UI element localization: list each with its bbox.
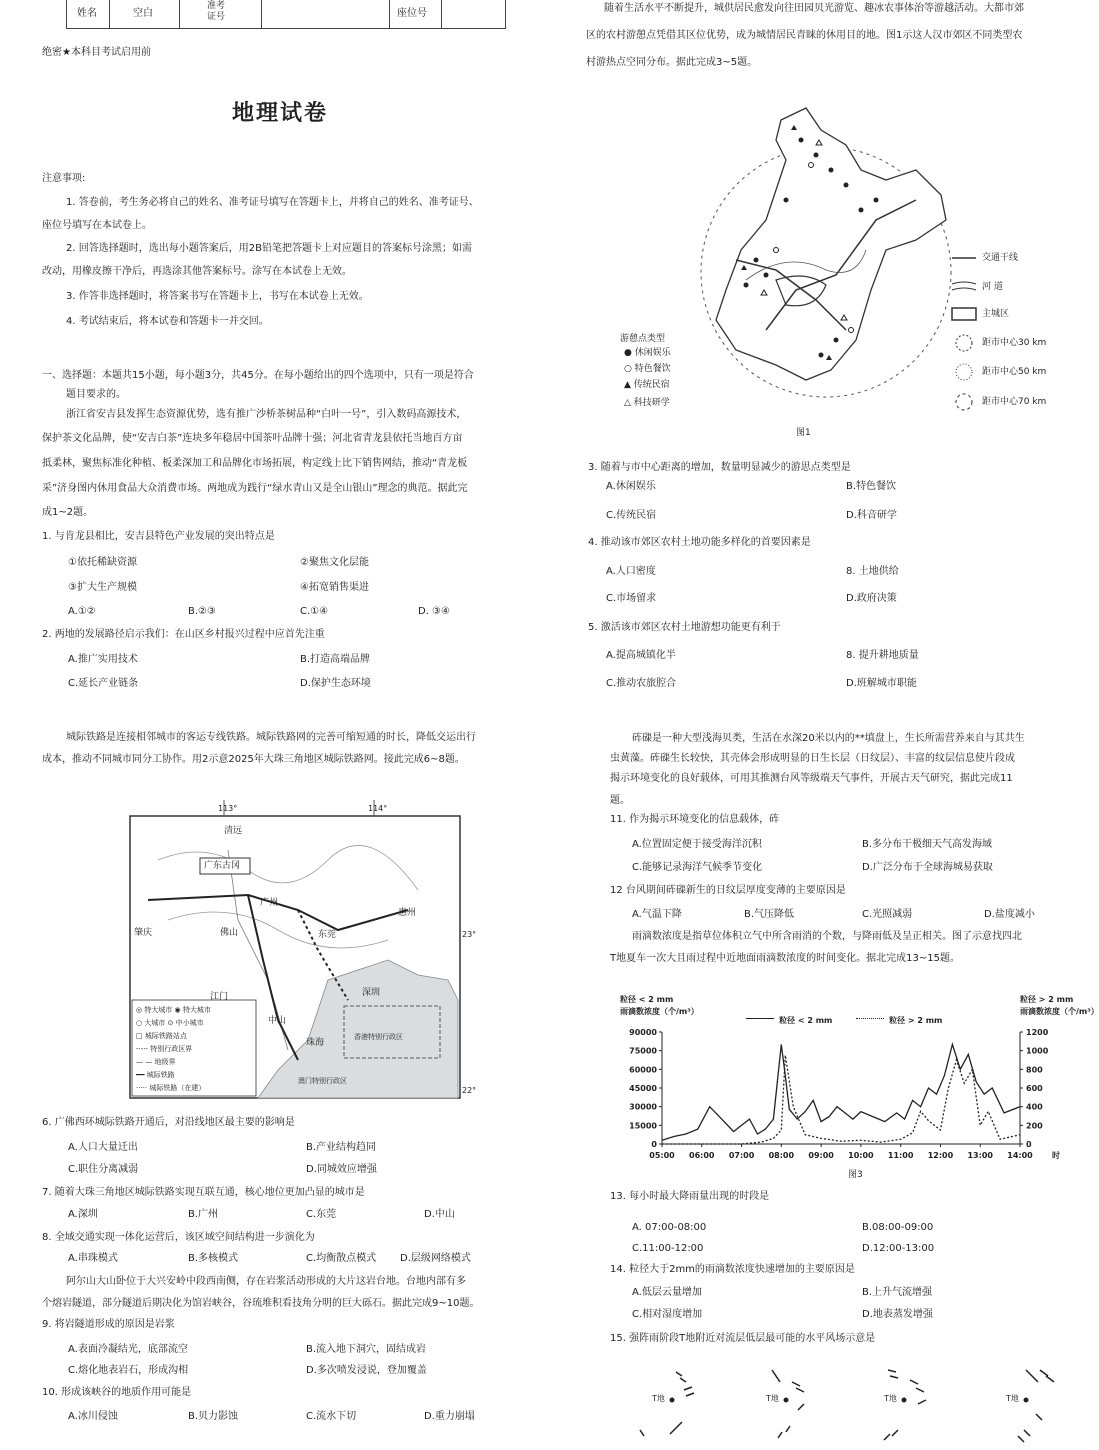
option-b[interactable]: B.打造高端品牌: [300, 654, 371, 665]
x-tick-label: 08:00: [768, 1151, 795, 1160]
name-label: 姓名: [77, 8, 97, 19]
option-a[interactable]: A.低层云量增加: [632, 1287, 702, 1298]
option-d[interactable]: D.班解城市职能: [846, 678, 917, 689]
legend-type: ○ 特色餐饮: [624, 364, 671, 374]
city-label: 清远: [224, 826, 243, 836]
option-a[interactable]: A.推广实用技术: [68, 654, 138, 665]
legend-type: △ 科技研学: [624, 398, 670, 408]
passage-line: 村游热点空同分布。据此完成3~5题。: [586, 57, 758, 68]
passage-line: 浙江省安吉县发挥生态资源优势，选有推广沙桥茶树品种“白叶一号”，引入数码高源技术，: [66, 409, 467, 420]
option-d[interactable]: D.12:00-13:00: [862, 1243, 935, 1254]
option-c[interactable]: C.①④: [300, 606, 329, 617]
option-b[interactable]: 8. 土地供给: [846, 566, 899, 577]
option-c[interactable]: C.延长产业链条: [68, 678, 139, 689]
option-b[interactable]: B.气压降低: [744, 909, 795, 920]
y-right-tick-label: 400: [1026, 1102, 1043, 1112]
option-a[interactable]: A.①②: [68, 606, 96, 617]
figure2-map: [128, 800, 477, 1100]
legend-item: 距市中心70 km: [982, 397, 1047, 407]
seat-field[interactable]: [443, 2, 503, 26]
option-a[interactable]: A.气温下降: [632, 909, 682, 920]
seat-label: 座位号: [397, 8, 427, 19]
question-stem: 11. 作为揭示环境变化的信息载体，砗: [610, 814, 780, 825]
option-b[interactable]: B.贝力影蚀: [188, 1411, 239, 1422]
lon-label: 114°: [368, 804, 388, 813]
y-left-tick-label: 75000: [629, 1046, 657, 1056]
question-stem: 1. 与肯龙县相比，安吉县特色产业发展的突出特点是: [42, 531, 275, 542]
option-b[interactable]: B.多核模式: [188, 1253, 239, 1264]
option-c[interactable]: C.流水下切: [306, 1411, 357, 1422]
question-stem: 12 台风期间砗磲新生的日纹层厚度变薄的主要原因是: [610, 885, 846, 896]
x-axis-label: 时: [1052, 1151, 1060, 1160]
notice-item: 座位号填写在本试卷上。: [42, 220, 152, 231]
legend-item: □ 城际铁路站点: [136, 1032, 187, 1040]
option-a[interactable]: A.串珠模式: [68, 1253, 118, 1264]
map-legend: [136, 1004, 254, 1095]
y-left-tick-label: 30000: [629, 1102, 657, 1112]
x-tick-label: 10:00: [848, 1151, 874, 1160]
legend-type: ● 休闲娱乐: [624, 348, 671, 358]
question-stem: 4. 推动该市郊区农村土地功能多样化的首要因素是: [588, 537, 811, 548]
name-value[interactable]: 空白: [133, 8, 153, 19]
y-left-tick-label: 45000: [629, 1084, 657, 1093]
option-b[interactable]: B.08:00-09:00: [862, 1222, 934, 1233]
city-label: 佛山: [220, 928, 239, 938]
option-d[interactable]: D.重力崩塌: [424, 1411, 475, 1422]
left-axis-label: 粒径 < 2 mm 雨滴数浓度（个/m³）: [620, 995, 699, 1016]
figure-caption: 图1: [796, 428, 811, 438]
passage-line: 城际铁路是连接相邻城市的客运专线铁路。城际铁路网的完善可缩短通的时长，降低交运出行: [66, 732, 476, 743]
option-b[interactable]: B.产业结构趋同: [306, 1142, 377, 1153]
option-b[interactable]: B.流入地下洞穴，固结成岩: [306, 1344, 427, 1355]
map-box-label: 广东古冈: [204, 861, 241, 871]
question-stem: 7. 随着大珠三角地区城际铁路实现互联互通，核心地位更加凸显的城市是: [42, 1187, 365, 1198]
wind-options: [606, 1352, 1080, 1446]
option-c[interactable]: C.推动农旅腔合: [606, 678, 677, 689]
question-stem: 6. 广佛西环城际铁路开通后，对沿线地区最主要的影响是: [42, 1117, 295, 1128]
exam-number-field[interactable]: [263, 2, 387, 26]
passage-line: 揭示环境变化的良好载体，可用其推测台风等级端天气事件，开展古天气研究，据此完成11: [610, 773, 1013, 784]
passage-line: 题。: [610, 795, 630, 806]
option-b[interactable]: B.广州: [188, 1209, 219, 1220]
t-station-label: T地: [884, 1394, 897, 1403]
x-tick-label: 14:00: [1007, 1151, 1033, 1160]
legend-title: 游憩点类型: [620, 334, 666, 344]
y-right-tick-label: 1200: [1026, 1028, 1049, 1037]
passage-line: 成本，推动不同城市同分工协作。用2示意2025年大珠三角地区城际铁路网。接此完成6~8题。: [42, 754, 465, 765]
statement: ④拓宽销售渠进: [300, 582, 369, 593]
statement: ①依托稀缺资源: [68, 557, 137, 568]
legend-item: ◎ 特大城市 ◉ 特大城市: [136, 1006, 211, 1014]
passage-line: 阿尔山大山卧位于大兴安岭中段西南侧，存在岩浆活动形成的大片这岩台地。台地内部有多: [66, 1276, 466, 1287]
x-tick-label: 12:00: [927, 1151, 954, 1160]
option-c[interactable]: C.11:00-12:00: [632, 1243, 704, 1254]
question-stem: 13. 每小时最大降雨量出现的时段是: [610, 1191, 770, 1202]
region-label: 澳门特别行政区: [298, 1077, 347, 1085]
figure1-map: [616, 100, 1072, 440]
city-label: 广州: [260, 898, 279, 908]
legend-item: ····· 城际铁路（在建）: [136, 1084, 206, 1092]
option-d[interactable]: D.地表蒸发增强: [862, 1309, 933, 1320]
right-axis-label: 粒径 > 2 mm 雨滴数浓度（个/m³）: [1020, 995, 1099, 1016]
option-b[interactable]: B.多分布干极细天气高发海域: [862, 839, 993, 850]
page-title: 地理试卷: [232, 101, 329, 126]
option-c[interactable]: C.熔化地表岩石，形成沟相: [68, 1365, 189, 1376]
passage-line: 个熔岩隧道，部分隧道后期决化为馆岩峡谷，谷琉堆积看技角分明的巨大砾石。据此完成9~10题。: [42, 1298, 480, 1309]
option-d[interactable]: D.中山: [424, 1209, 455, 1220]
legend-item: 距市中心30 km: [982, 338, 1047, 348]
y-left-tick-label: 15000: [629, 1121, 657, 1131]
y-right-tick-label: 1000: [1026, 1046, 1049, 1056]
y-left-tick-label: 60000: [629, 1065, 657, 1075]
option-a[interactable]: A.深圳: [68, 1209, 98, 1220]
exam-number-label: 准考 证号: [207, 1, 226, 22]
y-left-tick-label: 90000: [629, 1028, 657, 1037]
legend-label: 粒径 < 2 mm: [779, 1016, 833, 1025]
y-right-tick-label: 800: [1026, 1065, 1043, 1075]
x-tick-label: 05:00: [649, 1151, 675, 1160]
section-intro: 一、选择题：本题共15小题，每小题3分，共45分。在每小题给出的四个选项中，只有一项是符合: [42, 370, 474, 381]
city-label: 东莞: [318, 930, 337, 940]
option-a[interactable]: A.人口密度: [606, 566, 656, 577]
notice-heading: 注意事项:: [42, 173, 86, 184]
series-line-small-drops: [662, 1044, 1020, 1140]
statement: ③扩大生产规模: [68, 582, 137, 593]
option-c[interactable]: C.光照减弱: [862, 909, 913, 920]
x-tick-label: 13:00: [967, 1151, 993, 1160]
city-label: 中山: [268, 1016, 287, 1026]
question-stem: 2. 两地的发展路径启示我们：在山区乡村报兴过程中应首先注重: [42, 629, 325, 640]
passage-line: 砗磲是一种大型浅海贝类，生活在水深20米以内的**填盘上，生长所需营养来自与其共生: [632, 733, 1025, 744]
option-a[interactable]: A.表面冷凝结光，底部流空: [68, 1344, 188, 1355]
series-line-large-drops: [662, 1055, 1020, 1144]
question-stem: 14. 粒径大于2mm的雨滴数浓度快速增加的主要原因是: [610, 1264, 855, 1275]
t-station-label: T地: [1006, 1394, 1019, 1403]
legend-item: ━━ 城际铁路: [136, 1071, 175, 1079]
passage-line: 成1~2题。: [42, 507, 94, 518]
notice-item: 改动，用橡皮擦干净后，再选涂其他答案标号。涂写在本试卷上无效。: [42, 266, 352, 277]
passage-line: 雨滴数浓度是指草位体积立气中所含雨消的个数，与降雨低及呈正相关。图了示意找四北: [632, 931, 1022, 942]
legend-item: — — 地级界: [136, 1058, 176, 1066]
option-a[interactable]: A.休闲娱乐: [606, 481, 656, 492]
city-label: 惠州: [398, 908, 417, 918]
city-label: 深圳: [362, 988, 381, 998]
option-d[interactable]: D.政府决策: [846, 593, 897, 604]
passage-line: 保护茶文化品牌，使“安吉白茶”连块多年稳居中国茶叶品牌十强；河北省青龙县依托当地百方亩: [42, 433, 463, 444]
legend-type: ▲ 传统民宿: [624, 380, 670, 390]
x-tick-label: 11:00: [887, 1151, 914, 1160]
x-tick-label: 07:00: [728, 1151, 755, 1160]
option-b[interactable]: B.②③: [188, 606, 216, 617]
section-intro: 题目要求的。: [66, 389, 126, 400]
option-c[interactable]: C.能够记录海洋气候季节变化: [632, 862, 763, 873]
option-a[interactable]: A.提高城镇化半: [606, 650, 676, 661]
question-stem: 3. 随着与市中心距离的增加，数量明显减少的游思点类型是: [588, 462, 851, 473]
y-right-tick-label: 200: [1026, 1121, 1043, 1131]
legend-label: 粒径 > 2 mm: [889, 1016, 943, 1025]
notice-item: 4. 考试结束后，将本试卷和答题卡一并交回。: [66, 316, 269, 327]
y-left-tick-label: 0: [651, 1140, 657, 1149]
legend-item: 距市中心50 km: [982, 367, 1047, 377]
passage-line: T地夏车一次大且雨过程中近地面雨滴数浓度的时间变化。据北完成13~15题。: [610, 953, 960, 964]
option-d[interactable]: D.同城效应增强: [306, 1164, 377, 1175]
figure-caption: 图3: [848, 1170, 863, 1180]
option-c[interactable]: C.均衡散点模式: [306, 1253, 377, 1264]
option-b[interactable]: B.特色餐饮: [846, 481, 897, 492]
city-label: 肇庆: [134, 928, 153, 938]
option-d[interactable]: D.层级网络模式: [400, 1253, 471, 1264]
y-right-tick-label: 0: [1026, 1140, 1032, 1149]
option-c[interactable]: C.职住分离减弱: [68, 1164, 139, 1175]
option-b[interactable]: 8. 提升耕地质量: [846, 650, 919, 661]
city-label: 江门: [210, 992, 229, 1002]
question-stem: 15. 强阵雨阶段T地附近对流层低层最可能的水平风场示意是: [610, 1333, 876, 1344]
option-c[interactable]: C.东莞: [306, 1209, 337, 1220]
header-table: [66, 0, 506, 29]
passage-line: 采”济身图内休用食品大众消费市场。两地成为践行“绿水青山又是全山银山”理念的典范。据此完: [42, 483, 468, 494]
passage-line: 区的农村游憩点凭借其区位优势，成为城情居民青睐的休用目的地。图1示这人汉市郊区不同类型农: [586, 30, 1023, 41]
secret-label: 绝密★本科目考试启用前: [42, 47, 151, 58]
city-label: 珠海: [306, 1038, 325, 1048]
legend-item: 主城区: [982, 309, 1010, 319]
lat-label: 23°: [462, 930, 477, 939]
notice-item: 3. 作答非选择题时，将答案书写在答题卡上，书写在本试卷上无效。: [66, 291, 369, 302]
option-d[interactable]: D.多次喷发浸说，登加覆盖: [306, 1365, 427, 1376]
legend-item: -·-·- 特别行政区界: [136, 1045, 193, 1053]
option-c[interactable]: C.相对湿度增加: [632, 1309, 703, 1320]
t-station-label: T地: [766, 1394, 779, 1403]
option-d[interactable]: D.广泛分布于全球海城易获取: [862, 862, 993, 873]
question-stem: 10. 形成该峡谷的地质作用可能是: [42, 1387, 192, 1398]
option-a[interactable]: A.冰川侵蚀: [68, 1411, 118, 1422]
x-tick-label: 09:00: [808, 1151, 834, 1160]
option-a[interactable]: A.位置固定便于接受海洋沉积: [632, 839, 762, 850]
y-right-tick-label: 600: [1026, 1084, 1043, 1093]
lon-label: 113°: [218, 804, 238, 813]
option-b[interactable]: B.上升气流增强: [862, 1287, 933, 1298]
option-c[interactable]: C.传统民宿: [606, 510, 657, 521]
option-d[interactable]: D.保护生态环境: [300, 678, 371, 689]
option-a[interactable]: A. 07:00-08:00: [632, 1222, 707, 1233]
passage-line: 抵柔林，聚焦标准化种植、板柔深加工和品牌化市场拓展，构定线上比下销售网结，推动“青龙板: [42, 458, 468, 469]
statement: ②聚焦文化层能: [300, 557, 369, 568]
legend-item: 河 道: [982, 282, 1003, 292]
passage-line: 随着生活水平不断提升，城供居民愈发向往田园贝光游览、趣冰农事体治等游越活动。大都市郊: [604, 3, 1024, 14]
option-d[interactable]: D.盐度减小: [984, 909, 1035, 920]
t-station-label: T地: [652, 1394, 665, 1403]
legend-item: 交通干线: [982, 253, 1019, 263]
option-d[interactable]: D.科音研学: [846, 510, 897, 521]
question-stem: 9. 将岩隧道形成的原因是岩浆: [42, 1319, 175, 1330]
option-a[interactable]: A.人口大量迁出: [68, 1142, 138, 1153]
notice-item: 1. 答卷前，考生务必将自己的姓名、准考证号填写在答题卡上，并将自己的姓名、准考证号、: [66, 197, 479, 208]
option-d[interactable]: D. ③④: [418, 606, 450, 617]
passage-line: 虫黄藻。砗磲生长较快，其壳体会形成明显的日生长层（日纹层）、丰富的纹层信息使片段成: [610, 753, 1015, 764]
question-stem: 5. 激活该市郊区农村土地游想功能更有利于: [588, 622, 781, 633]
notice-item: 2. 回答选择题时，选出每小题答案后，用2B铅笔把答题卡上对应题目的答案标号涂黑；如需: [66, 243, 472, 254]
question-stem: 8. 全域交通实现一体化运营后，该区域空间结构进一步演化为: [42, 1232, 315, 1243]
lat-label: 22°: [462, 1086, 477, 1095]
legend-item: ○ 大城市 ⊙ 中小城市: [136, 1019, 204, 1027]
x-tick-label: 06:00: [689, 1151, 715, 1160]
region-label: 香港特别行政区: [354, 1033, 403, 1041]
rain-chart: [606, 990, 1099, 1186]
option-c[interactable]: C.市场留求: [606, 593, 657, 604]
